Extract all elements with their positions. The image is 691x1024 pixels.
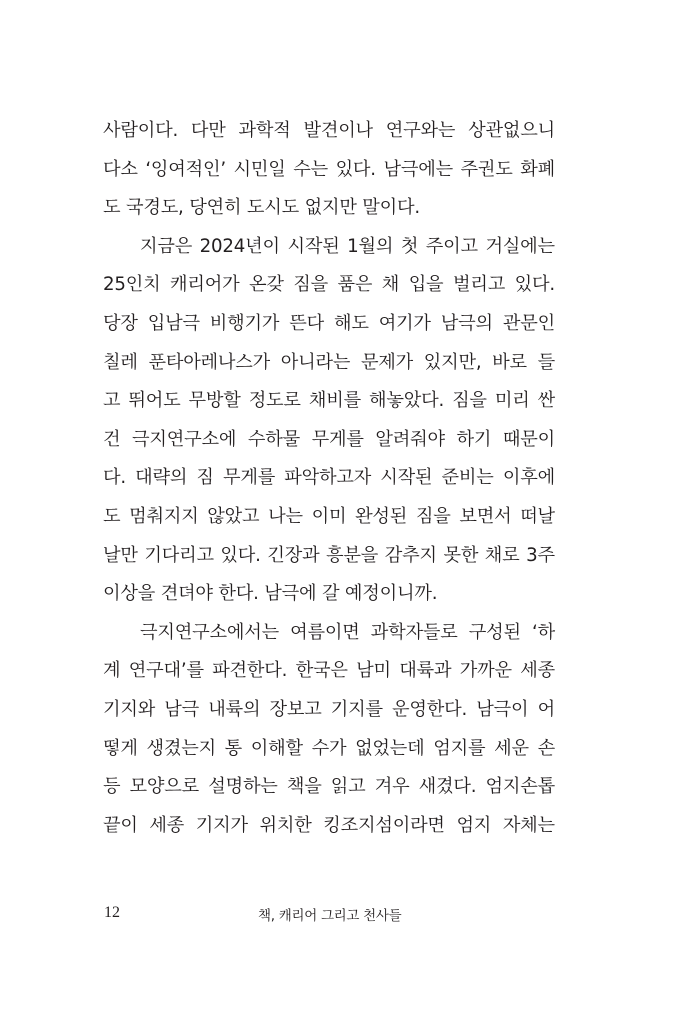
word: 시작된 <box>380 467 433 489</box>
word: 채비를 <box>308 390 361 412</box>
text-line <box>103 189 555 228</box>
word: 짐을 <box>452 390 487 412</box>
word: 25인치 <box>103 274 161 296</box>
word: 문제가 <box>360 351 414 373</box>
word: 칠레 <box>103 351 138 373</box>
word: 이해할 <box>250 737 303 759</box>
word: 들 <box>537 351 555 373</box>
word: 손 <box>537 737 555 759</box>
word: 온갖 <box>249 274 284 296</box>
word: 발견이나 <box>303 120 373 141</box>
word: 대륙과 <box>399 660 452 682</box>
word: 건 <box>103 428 121 450</box>
word: 3주 <box>526 544 555 566</box>
word: 구성된 <box>468 621 521 643</box>
word: 겨우 <box>374 776 410 798</box>
page-number: 12 <box>104 904 120 921</box>
text-line <box>103 305 555 344</box>
text-line <box>103 730 555 769</box>
word: 아니라는 <box>280 351 351 373</box>
word: 남극이 <box>476 698 529 720</box>
text-line <box>103 575 555 614</box>
word: 떠날 <box>520 505 555 527</box>
word: 감추지 <box>384 544 437 566</box>
word: 무방할 <box>188 390 241 412</box>
word: 알려줘야 <box>375 428 445 450</box>
word: 끝이 <box>103 814 138 836</box>
text-line <box>103 228 555 267</box>
word: 짐 <box>196 467 214 489</box>
word: 기지를 <box>330 698 383 720</box>
text-line <box>103 807 555 846</box>
word: 연구대’를 <box>128 660 204 682</box>
word: 파견한다. <box>212 660 288 682</box>
word: 수가 <box>311 737 347 759</box>
word: 읽고 <box>330 776 366 798</box>
word: 여기가 <box>378 312 431 334</box>
word: 주이고 <box>425 235 478 257</box>
word: 책을 <box>286 776 322 798</box>
word: 있다. <box>514 274 555 296</box>
word: 첫 <box>400 235 419 257</box>
word: ‘잉여적인’ <box>145 158 226 180</box>
word: 바로 <box>492 351 527 373</box>
word: 과학적 <box>238 120 291 141</box>
word: 긴장과 <box>267 544 320 566</box>
page-footer <box>103 904 555 928</box>
word: 이후에 <box>502 467 555 489</box>
word: 내륙의 <box>208 698 261 720</box>
line-text: 도 국경도, 당연히 도시도 없지만 말이다. <box>103 197 420 219</box>
word: 관문인 <box>502 312 555 334</box>
word: 모양으로 <box>129 776 200 798</box>
word: 채 <box>381 274 400 296</box>
word: 다소 <box>103 158 138 180</box>
word: 한국은 <box>295 660 348 682</box>
word: 킹조지섬이라면 <box>323 814 445 836</box>
word: 캐리어가 <box>170 274 240 296</box>
word: 상관없으니 <box>468 120 555 141</box>
word: 때문이 <box>502 428 555 450</box>
word: 멈춰지지 <box>129 505 199 527</box>
word: 통 <box>224 737 243 759</box>
word: 당장 <box>103 312 138 334</box>
text-line <box>103 498 555 537</box>
text-line <box>103 691 555 730</box>
word: 있지만, <box>423 351 482 373</box>
word: 등 <box>103 776 121 798</box>
word: 이미 <box>311 505 347 527</box>
word: 벌리고 <box>452 274 506 296</box>
word: 기지와 <box>103 698 156 720</box>
word: 나는 <box>268 505 303 527</box>
word: 뛰어도 <box>128 390 181 412</box>
word: 해놓았다. <box>368 390 445 412</box>
word: 있다. <box>220 544 261 566</box>
word: 장보고 <box>269 698 322 720</box>
word: 떻게 <box>103 737 138 759</box>
word: 위치한 <box>259 814 312 836</box>
word: 자체는 <box>502 814 555 836</box>
text-line <box>103 266 555 305</box>
body-text <box>103 112 555 845</box>
word: 새겼다. <box>418 776 477 798</box>
text-line <box>103 344 555 383</box>
word: 짐을 <box>293 274 329 296</box>
word: 주권도 <box>460 158 513 180</box>
word: 기지가 <box>195 814 248 836</box>
word: 설명하는 <box>208 776 278 798</box>
word: 도 <box>103 505 121 527</box>
word: 세종 <box>149 814 185 836</box>
word: 품은 <box>337 274 373 296</box>
word: 푼타아레나스가 <box>148 351 271 373</box>
word: 다만 <box>190 120 226 141</box>
word: 가까운 <box>459 660 512 682</box>
word: 미리 <box>494 390 530 412</box>
word: 극지연구소에 <box>132 428 237 450</box>
word: 화폐 <box>520 158 555 180</box>
word: 운영한다. <box>392 698 468 720</box>
word: 기다리고 <box>144 544 214 566</box>
word: 엄지 <box>456 814 492 836</box>
word: 싼 <box>537 390 555 412</box>
word: ‘하 <box>532 621 555 643</box>
word: 해도 <box>333 312 369 334</box>
running-title: 책, 캐리어 그리고 천사들 <box>258 908 402 924</box>
word: 짐을 <box>415 505 451 527</box>
word: 과학자들로 <box>370 621 458 643</box>
text-line <box>103 112 555 151</box>
text-line <box>103 537 555 576</box>
word: 정도로 <box>248 390 301 412</box>
word: 준비는 <box>441 467 494 489</box>
word: 뜬다 <box>289 312 324 334</box>
text-line <box>103 614 555 653</box>
line-text: 이상을 견뎌야 한다. 남극에 갈 예정이니까. <box>103 583 438 605</box>
word: 않았고 <box>207 505 260 527</box>
word: 하기 <box>456 428 492 450</box>
word: 대략의 <box>135 467 188 489</box>
word: 흥분을 <box>326 544 379 566</box>
text-line <box>103 421 555 460</box>
word: 무게를 <box>311 428 364 450</box>
text-line <box>103 459 555 498</box>
word: 있다. <box>335 158 376 180</box>
word: 시민일 <box>233 158 286 180</box>
word: 완성된 <box>355 505 408 527</box>
word: 남극 <box>164 698 200 720</box>
word: 1월의 <box>347 235 394 257</box>
word: 세종 <box>520 660 555 682</box>
word: 시작된 <box>287 235 340 257</box>
word: 극지연구소에서는 <box>140 621 279 643</box>
word: 파악하고자 <box>284 467 372 489</box>
word: 다. <box>103 467 126 489</box>
word: 계 <box>103 660 121 682</box>
word: 못한 <box>443 544 479 566</box>
word: 지금은 <box>140 235 193 257</box>
word: 2024년이 <box>199 235 280 257</box>
word: 사람이다. <box>103 120 179 141</box>
word: 생겼는지 <box>146 737 216 759</box>
word: 여름이면 <box>290 621 360 643</box>
word: 입을 <box>408 274 444 296</box>
text-line <box>103 652 555 691</box>
text-line <box>103 768 555 807</box>
word: 날만 <box>103 544 138 566</box>
word: 남미 <box>356 660 391 682</box>
word: 입남극 <box>147 312 200 334</box>
word: 보면서 <box>459 505 512 527</box>
word: 엄지를 <box>433 737 486 759</box>
word: 무게를 <box>222 467 276 489</box>
word: 채로 <box>484 544 520 566</box>
word: 수는 <box>293 158 328 180</box>
word: 거실에는 <box>485 235 555 257</box>
word: 남극의 <box>440 312 493 334</box>
word: 엄지손톱 <box>485 776 555 798</box>
word: 연구와는 <box>385 120 456 141</box>
word: 비행기가 <box>209 312 280 334</box>
word: 수하물 <box>247 428 300 450</box>
word: 고 <box>103 390 121 412</box>
word: 남극에는 <box>383 158 453 180</box>
word: 세운 <box>494 737 529 759</box>
word: 없었는데 <box>355 737 425 759</box>
word: 어 <box>537 698 555 720</box>
text-line <box>103 151 555 190</box>
text-line <box>103 382 555 421</box>
